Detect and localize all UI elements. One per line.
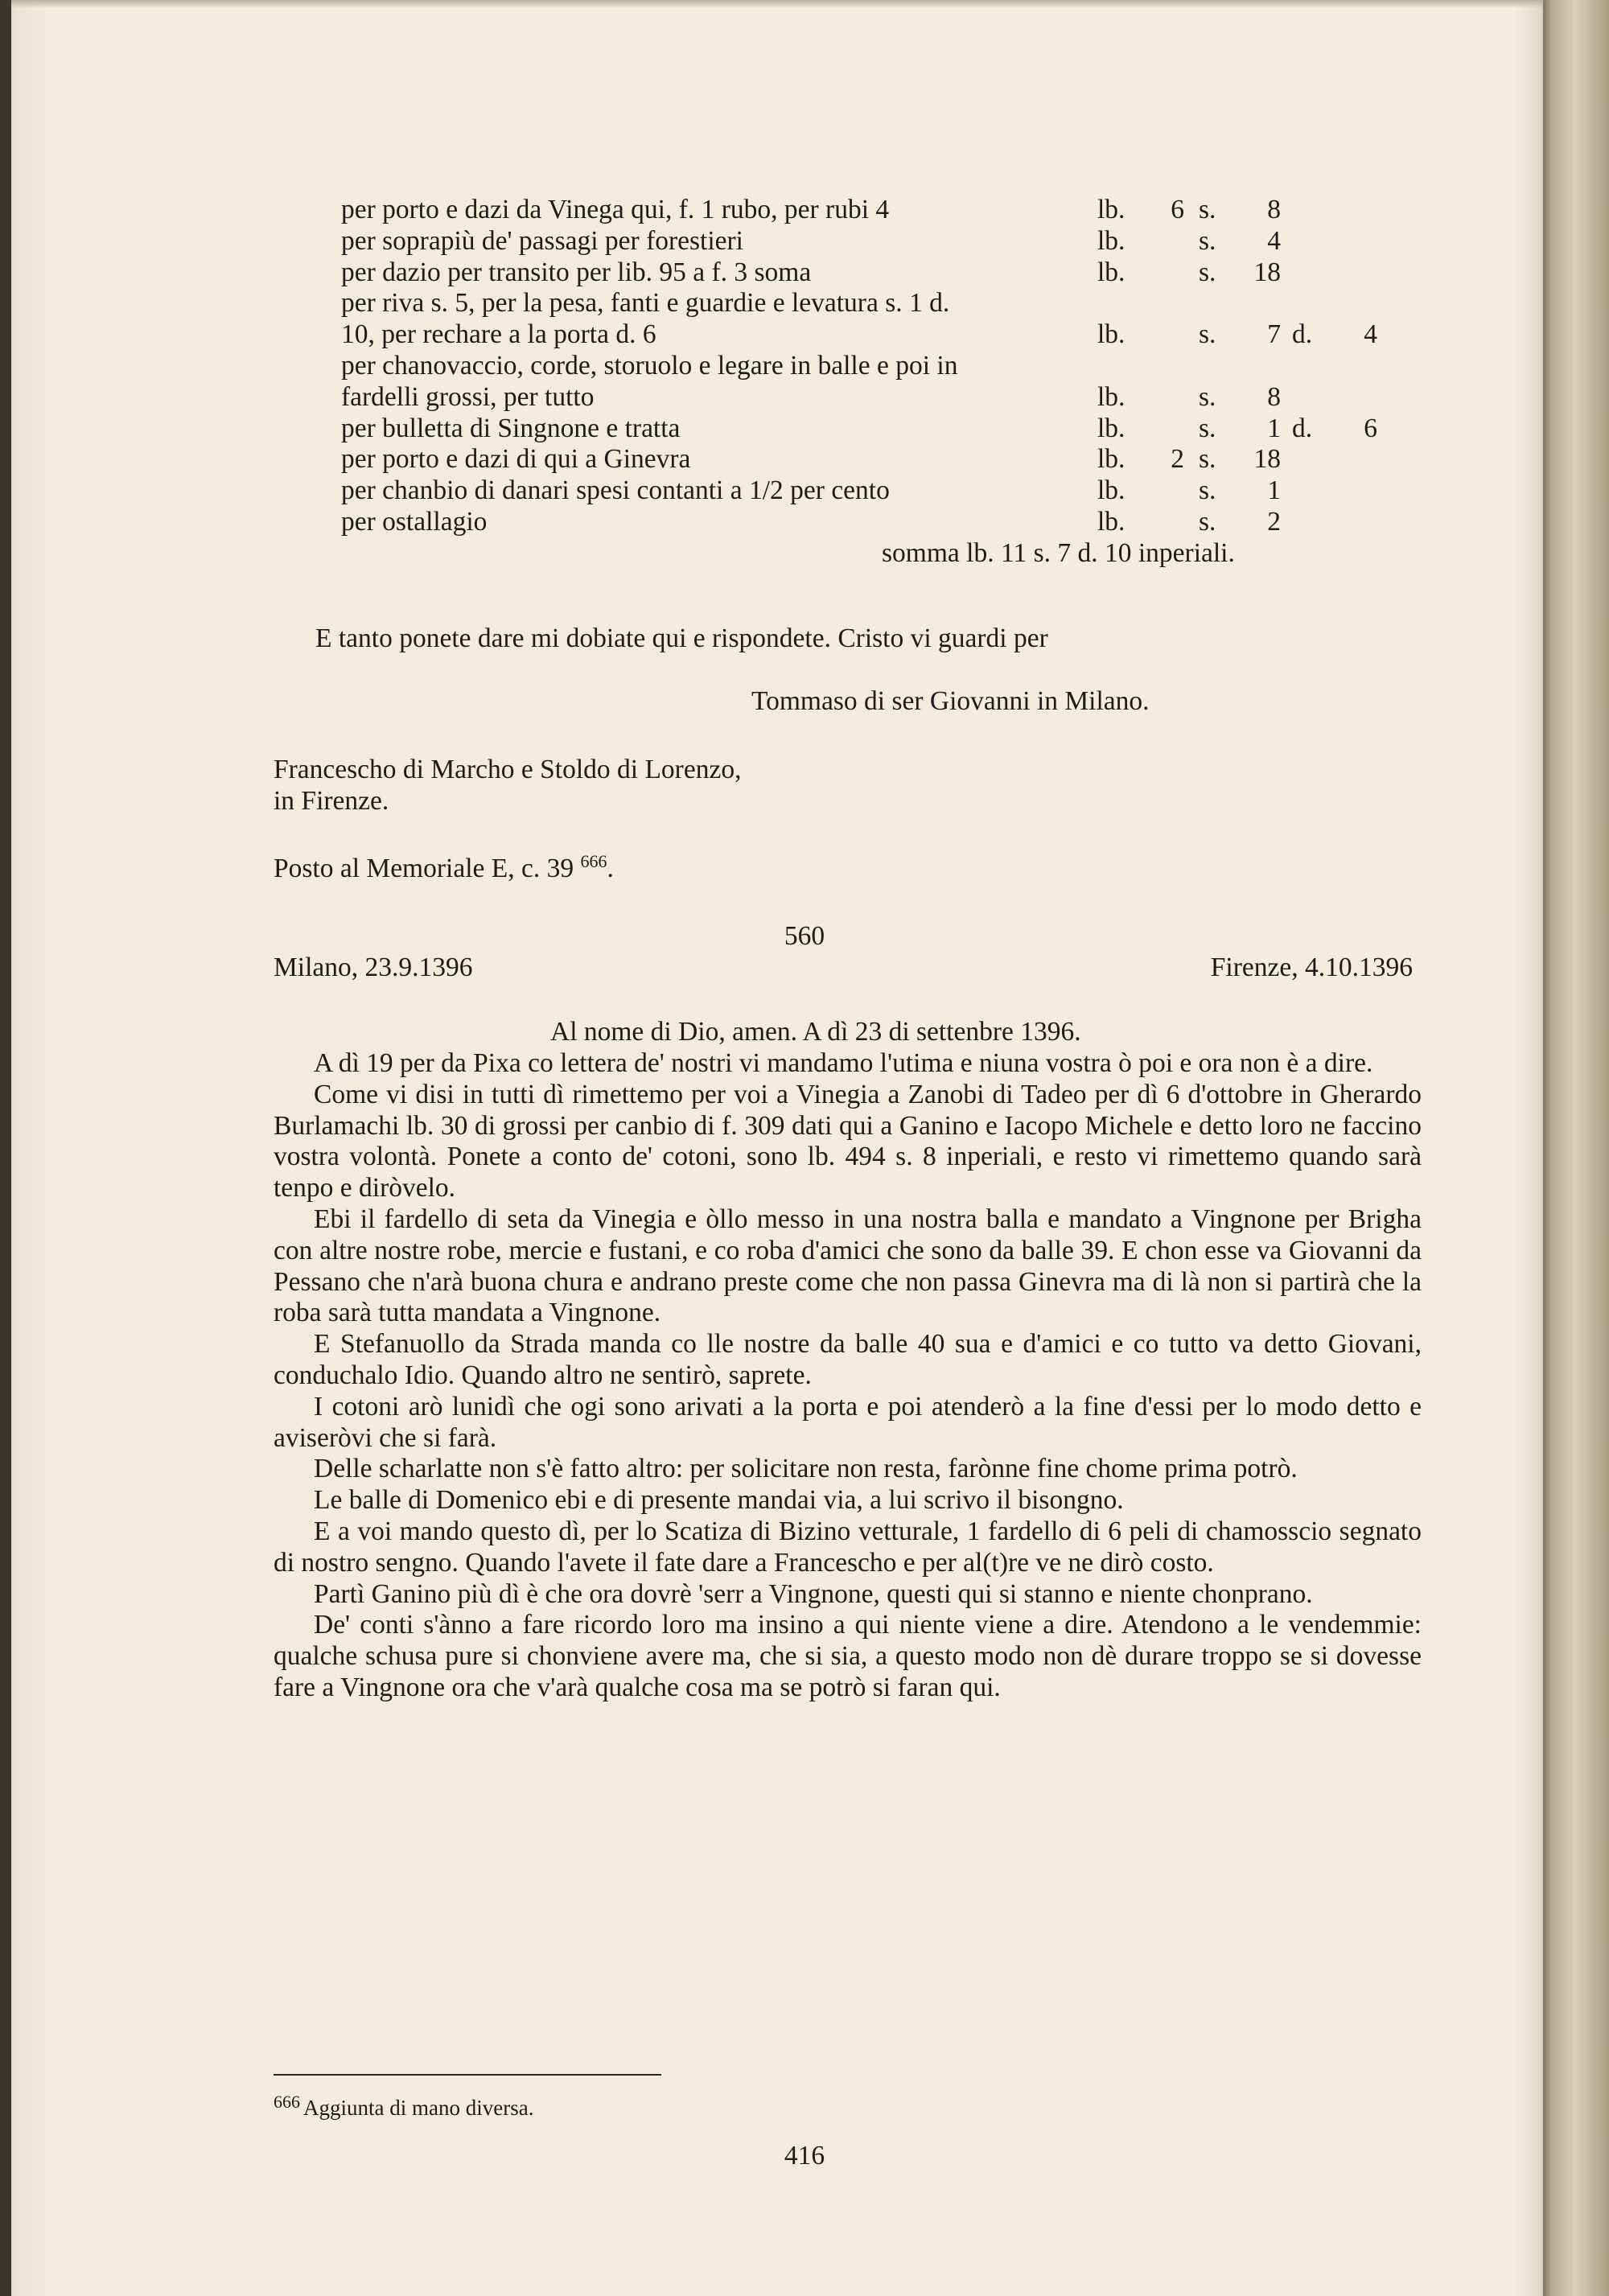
ledger-s-value: 2 xyxy=(1267,506,1281,537)
ledger-s-value: 4 xyxy=(1267,225,1281,256)
ledger-s-value: 1 xyxy=(1267,475,1281,506)
ledger-row xyxy=(341,444,1419,475)
ledger-lb-value: 6 xyxy=(1171,195,1184,224)
ledger-row xyxy=(341,226,1419,257)
ledger-description: per ostallagio xyxy=(341,506,488,537)
letter-paragraph: De' conti s'ànno a fare ricordo loro ma insino a qui niente viene a dire. Atendono a le vendemmie: qualche schusa pure si chonviene avere ma, che si sia, a questo modo non dè durare troppo se si dovesse fare a Vingnone ora che v'arà qualche cosa ma se potrò si faran qui. xyxy=(274,1610,1422,1702)
footnote-number: 666 xyxy=(274,2092,300,2112)
memorial-end: . xyxy=(607,854,614,883)
footnote-reference: 666 xyxy=(580,851,607,871)
ledger-s-label: s. xyxy=(1199,319,1216,350)
ledger-lb-value: 2 xyxy=(1171,444,1184,475)
ledger-s-value: 8 xyxy=(1267,195,1281,224)
letter-paragraph: E a voi mando questo dì, per lo Scatiza di Bizino vetturale, 1 fardello di 6 peli di chamosscio segnato di nostro sengno. Quando l'avete il fate dare a Francescho e per al(t)re ve ne dirò costo. xyxy=(274,1516,1422,1578)
letter-paragraph: Partì Ganino più dì è che ora dovrè 'serr a Vingnone, questi qui si stanno e niente chonprano. xyxy=(314,1578,1313,1609)
closing-text: E tanto ponete dare mi dobiate qui e rispondete. Cristo vi guardi per xyxy=(315,623,1048,653)
ledger-s-value: 8 xyxy=(1267,381,1281,412)
ledger-row xyxy=(341,351,1419,382)
ledger-s-value: 18 xyxy=(1253,444,1281,475)
ledger-s-value: 1 xyxy=(1267,413,1281,443)
ledger-lb-label: lb. xyxy=(1097,475,1125,506)
letter-destination: Firenze, 4.10.1396 xyxy=(1210,953,1413,982)
footnote-text: Aggiunta di mano diversa. xyxy=(303,2096,534,2120)
memorial-note xyxy=(274,851,614,885)
ledger-lb-label: lb. xyxy=(1097,195,1125,224)
ledger-s-label: s. xyxy=(1199,475,1216,506)
ledger-s-label: s. xyxy=(1199,444,1216,475)
ledger-description: fardelli grossi, per tutto xyxy=(341,381,595,412)
ledger-lb-label: lb. xyxy=(1097,225,1125,256)
ledger-d-value: 4 xyxy=(1364,319,1377,350)
letter-paragraph: I cotoni arò lunidì che ogi sono arivati a la porta e poi atenderò a la fine d'essi per lo modo detto e aviseròvi che si farà. xyxy=(274,1391,1422,1453)
ledger-row xyxy=(341,507,1419,538)
ledger-total-row xyxy=(341,538,1419,570)
ledger-d-label: d. xyxy=(1292,319,1313,350)
letter-body xyxy=(274,1048,1422,1704)
ledger-description: per chanbio di danari spesi contanti a 1/2 per cento xyxy=(341,475,890,506)
ledger-row xyxy=(341,414,1419,445)
memorial-text: Posto al Memoriale E, c. 39 xyxy=(274,854,574,883)
letter-signature: Tommaso di ser Giovanni in Milano. xyxy=(751,686,1150,716)
ledger-description: per porto e dazi di qui a Ginevra xyxy=(341,444,691,475)
ledger-row xyxy=(341,288,1419,319)
letter-paragraph: Delle scharlatte non s'è fatto altro: per solicitare non resta, farònne fine chome prima potrò. xyxy=(314,1454,1298,1484)
letter-paragraph: Come vi disi in tutti dì rimettemo per voi a Vinegia a Zanobi di Tadeo per dì 6 d'ottobre in Gherardo Burlamachi lb. 30 di grossi per canbio di f. 309 dati qui a Ganino e Iacopo Michele e detto loro ne faccino vostra volontà. Ponete a conto de' cotoni, sono lb. 494 s. 8 inperiali, e resto vi rimettemo quando sarà tenpo e diròvelo. xyxy=(274,1079,1422,1204)
ledger-row xyxy=(341,195,1419,226)
ledger-total: somma lb. 11 s. 7 d. 10 inperiali. xyxy=(882,537,1235,568)
ledger-s-label: s. xyxy=(1199,506,1216,537)
ledger-s-label: s. xyxy=(1199,381,1216,412)
ledger-description: per chanovaccio, corde, storuolo e legare in balle e poi in xyxy=(341,350,958,381)
expense-ledger xyxy=(341,195,1419,570)
recipient-line: Francescho di Marcho e Stoldo di Lorenzo, xyxy=(274,755,742,784)
page-number: 416 xyxy=(784,2141,825,2171)
footnote-divider xyxy=(274,2074,661,2076)
ledger-description: per bulletta di Singnone e tratta xyxy=(341,413,681,443)
letter-paragraph: Le balle di Domenico ebi e di presente mandai via, a lui scrivo il bisongno. xyxy=(314,1485,1124,1516)
ledger-description: per dazio per transito per lib. 95 a f. 3 soma xyxy=(341,257,812,287)
letter-heading: Al nome di Dio, amen. A dì 23 di settenbre 1396. xyxy=(550,1017,1081,1047)
ledger-s-value: 7 xyxy=(1267,319,1281,350)
ledger-row xyxy=(341,257,1419,289)
letter-paragraph: A dì 19 per da Pixa co lettera de' nostri vi mandamo l'utima e niuna vostra ò poi e ora non è a dire. xyxy=(314,1048,1373,1078)
footnote xyxy=(274,2087,533,2124)
ledger-lb-label: lb. xyxy=(1097,257,1125,287)
ledger-s-label: s. xyxy=(1199,413,1216,443)
recipient-place: in Firenze. xyxy=(274,786,389,816)
ledger-row xyxy=(341,382,1419,414)
ledger-description: per soprapiù de' passagi per forestieri xyxy=(341,225,743,256)
ledger-lb-label: lb. xyxy=(1097,381,1125,412)
ledger-description: 10, per rechare a la porta d. 6 xyxy=(341,319,656,350)
ledger-row xyxy=(341,475,1419,507)
ledger-description: per riva s. 5, per la pesa, fanti e guardie e levatura s. 1 d. xyxy=(341,288,950,319)
ledger-lb-label: lb. xyxy=(1097,319,1125,350)
letter-number: 560 xyxy=(784,921,825,951)
ledger-d-label: d. xyxy=(1292,413,1313,443)
ledger-description: per porto e dazi da Vinega qui, f. 1 rubo, per rubi 4 xyxy=(341,195,890,224)
ledger-lb-label: lb. xyxy=(1097,506,1125,537)
letter-paragraph: Ebi il fardello di seta da Vinegia e òllo messo in una nostra balla e mandato a Vingnone per Brigha con altre nostre robe, mercie e fustani, e co roba d'amici che sono da balle 39. E chon esse va Giovanni da Pessano che n'arà buona chura e andrano preste come che non passa Ginevra ma di là non si partirà che la roba sarà tutta mandata a Vingnone. xyxy=(274,1204,1422,1328)
ledger-lb-label: lb. xyxy=(1097,413,1125,443)
ledger-row xyxy=(341,319,1419,351)
letter-paragraph: E Stefanuollo da Strada manda co lle nostre da balle 40 sua e d'amici e co tutto va detto Giovani, conduchalo Idio. Quando altro ne sentirò, saprete. xyxy=(274,1329,1422,1390)
ledger-s-label: s. xyxy=(1199,257,1216,287)
letter-origin: Milano, 23.9.1396 xyxy=(274,953,473,982)
ledger-d-value: 6 xyxy=(1364,413,1377,443)
ledger-s-value: 18 xyxy=(1253,257,1281,287)
ledger-s-label: s. xyxy=(1199,225,1216,256)
ledger-s-label: s. xyxy=(1199,195,1216,224)
ledger-lb-label: lb. xyxy=(1097,444,1125,475)
